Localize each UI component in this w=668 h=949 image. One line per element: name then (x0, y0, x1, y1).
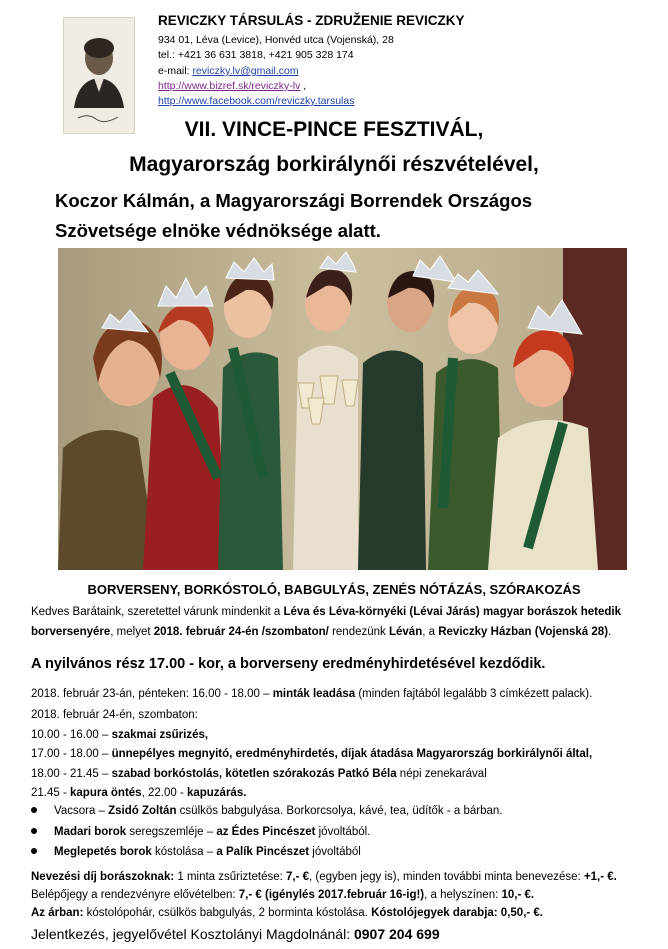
schedule-activity: minták leadása (272, 688, 356, 700)
intro-text: , melyet (110, 626, 154, 638)
festival-subtitle: Magyarország borkirálynői részvételével, (129, 153, 539, 176)
schedule-line-friday (31, 686, 592, 702)
public-part-announcement: A nyilvános rész 17.00 - kor, a borverseny eredményhirdetésével kezdődik. (31, 656, 546, 672)
patron-line-1: Koczor Kálmán, a Magyarországi Borrendek Országos (55, 190, 533, 211)
fee-text: , (egyben jegy is), minden további minta benevezése: (309, 871, 584, 883)
bullet-surprise-wines (31, 846, 361, 858)
intro-text: . (608, 626, 612, 638)
fee-text: , a helyszínen: (424, 889, 502, 901)
bullet-text: csülkös babgulyása. Borkorcsolya, kávé, tea, üdítők - a bárban. (176, 805, 503, 817)
bullet-text: jóvoltából. (315, 826, 371, 838)
intro-competition: borversenyére (31, 626, 111, 638)
bullet-icon (31, 807, 37, 813)
schedule-time: , 22.00 - (141, 787, 187, 799)
schedule-activity: ünnepélyes megnyitó, eredményhirdetés, díjak átadása Magyarország borkirálynői által, (111, 748, 593, 760)
bullet-text: seregszemléje – (126, 826, 217, 838)
email-link[interactable]: reviczky.lv@gmail.com (192, 65, 299, 77)
contact-label: Jelentkezés, jegyelővétel Kosztolányi Magdolnánál: (31, 926, 354, 942)
bullet-wines: Meglepetés borok (54, 846, 152, 858)
schedule-time: 21.45 - (31, 787, 70, 799)
phone-numbers: tel.: +421 36 631 3818, +421 905 328 174 (158, 49, 354, 61)
schedule-activity: szakmai zsűrizés, (111, 729, 209, 741)
intro-text: Kedves Barátaink, szeretettel várunk mindenkit a (31, 606, 284, 618)
bullet-wines: Madari borok (54, 826, 127, 838)
schedule-note: (minden fajtából legalább 3 címkézett palack). (355, 688, 593, 700)
registration-contact (31, 926, 440, 942)
bullet-winery: az Édes Pincészet (216, 826, 316, 838)
schedule-activity: szabad borkóstolás, kötetlen szórakozás Patkó Béla (111, 768, 397, 780)
schedule-line-tasting (31, 766, 487, 782)
founder-portrait (63, 17, 135, 134)
schedule-time: 17.00 - 18.00 – (31, 748, 112, 760)
web-suffix: , (300, 80, 307, 92)
bullet-chef: Zsidó Zoltán (108, 805, 177, 817)
fee-included (31, 905, 543, 921)
fee-text: 1 minta zsűriztetése: (174, 871, 287, 883)
schedule-note: népi zenekarával (396, 768, 487, 780)
bullet-text: Vacsora – (54, 805, 109, 817)
intro-region: Léva és Léva-környéki (Lévai Járás) magyar borászok hetedik (283, 606, 621, 618)
wine-queens-photo (58, 248, 627, 570)
email-label: e-mail: (158, 65, 193, 77)
intro-city: Léván (388, 626, 423, 638)
fee-label: Az árban: (31, 907, 84, 919)
schedule-line-saturday: 2018. február 24-én, szombaton: (31, 709, 198, 721)
fee-label: Nevezési díj borászoknak: (31, 871, 175, 883)
contact-phone: 0907 204 699 (353, 926, 440, 942)
bullet-icon (31, 828, 37, 834)
event-highlights: BORVERSENY, BORKÓSTOLÓ, BABGULYÁS, ZENÉS NÓTÁZÁS, SZÓRAKOZÁS (87, 582, 581, 597)
address: 934 01, Léva (Levice), Honvéd utca (Vojenská), 28 (158, 34, 394, 46)
fee-entry (31, 869, 617, 885)
intro-date: 2018. február 24-én /szombaton/ (153, 626, 329, 638)
intro-text: , a (422, 626, 439, 638)
schedule-line-closing (31, 785, 246, 801)
email-line (158, 64, 299, 78)
patron-line-2: Szövetsége elnöke védnöksége alatt. (55, 220, 381, 241)
bullet-text: kóstolása – (151, 846, 217, 858)
bullet-winery: a Palík Pincészet (216, 846, 310, 858)
org-name: REVICZKY TÁRSULÁS - ZDRUŽENIE REVICZKY (158, 13, 465, 28)
web-line-1 (158, 79, 306, 93)
fee-amount: 7,- € (286, 871, 310, 883)
intro-line-2 (31, 624, 611, 640)
fee-text: kóstolópohár, csülkös babgulyás, 2 borminta kóstolása. (83, 907, 372, 919)
facebook-link[interactable]: http://www.facebook.com/reviczky.tarsulas (158, 95, 355, 107)
schedule-time: 10.00 - 16.00 – (31, 729, 112, 741)
bullet-dinner (31, 805, 503, 817)
schedule-line-judging (31, 727, 208, 743)
fee-text: Belépőjegy a rendezvényre elővételben: (31, 889, 239, 901)
bullet-icon (31, 848, 37, 854)
intro-text: rendezünk (328, 626, 389, 638)
fee-amount: Kóstolójegyek darabja: 0,50,- €. (371, 907, 543, 919)
schedule-activity: kapura öntés (70, 787, 142, 799)
fee-amount: +1,- €. (583, 871, 617, 883)
festival-title: VII. VINCE-PINCE FESZTIVÁL, (184, 118, 484, 141)
schedule-activity: kapuzárás. (186, 787, 247, 799)
bullet-madar-wines (31, 826, 370, 838)
schedule-time: 2018. február 23-án, pénteken: 16.00 - 18.00 – (31, 688, 273, 700)
web-line-2 (158, 94, 354, 108)
intro-venue: Reviczky Házban (Vojenská 28) (438, 626, 609, 638)
bullet-text: jóvoltából (309, 846, 361, 858)
fee-ticket (31, 887, 534, 903)
fee-amount: 10,- €. (501, 889, 535, 901)
fee-amount: 7,- € (igénylés 2017.február 16-ig!) (238, 889, 425, 901)
schedule-line-ceremony (31, 746, 592, 762)
website-link[interactable]: http://www.bizref.sk/reviczky-lv (158, 80, 301, 92)
intro-line-1 (31, 604, 621, 620)
schedule-time: 18.00 - 21.45 – (31, 768, 112, 780)
